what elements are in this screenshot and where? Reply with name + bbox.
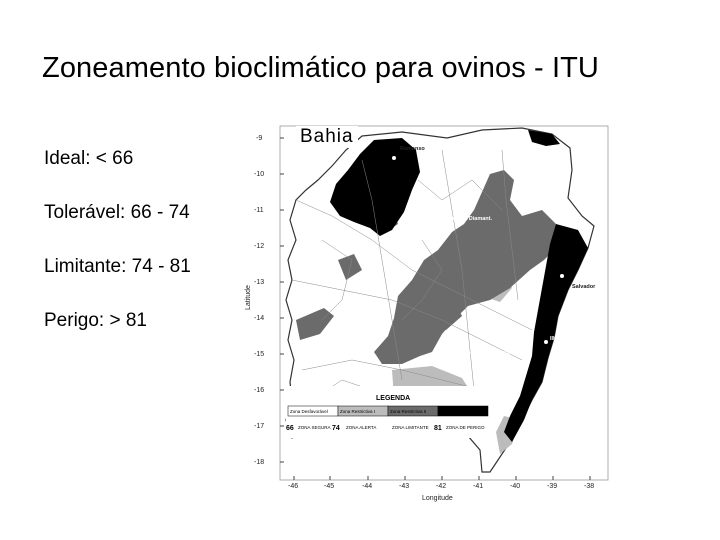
bahia-map	[242, 120, 614, 504]
zone-ideal: Ideal: < 66	[44, 148, 134, 169]
legend-zone-label: Zona Restrictiva II	[390, 409, 427, 414]
lon-tick-label: -39	[547, 483, 558, 490]
lon-tick-label: -42	[436, 483, 447, 490]
lat-tick-label: -9	[256, 135, 263, 142]
city-label: Remanso	[400, 146, 425, 152]
lon-tick-label: -41	[473, 483, 484, 490]
city-label: Chapada Diamant.	[444, 216, 492, 222]
lon-tick-label: -45	[324, 483, 335, 490]
state-label: Bahia	[296, 126, 358, 148]
y-axis-label: Latitude	[245, 285, 252, 310]
legend-zone-label: Zona Restrictiva I	[340, 409, 376, 414]
lat-tick-label: -17	[254, 423, 265, 430]
zone-toleravel: Tolerável: 66 - 74	[44, 202, 190, 223]
lat-tick-label: -15	[254, 351, 265, 358]
lon-tick-label: -44	[362, 483, 373, 490]
legend-title: LEGENDA	[376, 395, 411, 402]
city-label: Ilhéus	[550, 336, 566, 342]
legend-zone-label: Zona Desfavorável IV	[440, 409, 484, 414]
lat-tick-label: -10	[254, 171, 265, 178]
city-label: Vitória da Conquista	[456, 350, 510, 356]
map-legend	[286, 386, 492, 438]
lat-tick-label: -12	[254, 243, 265, 250]
legend-threshold: 81	[434, 425, 442, 432]
lon-tick-label: -43	[399, 483, 410, 490]
map-svg	[242, 120, 614, 504]
legend-caption: ZONA DE PERIGO	[446, 425, 485, 430]
zone-perigo: Perigo: > 81	[44, 310, 147, 331]
legend-threshold: 66	[286, 425, 294, 432]
lon-tick-label: -46	[288, 483, 299, 490]
lon-tick-label: -38	[584, 483, 595, 490]
lat-tick-label: -13	[254, 279, 265, 286]
lat-tick-label: -11	[254, 207, 264, 214]
zone-limitante: Limitante: 74 - 81	[44, 256, 191, 277]
legend-threshold: 74	[332, 425, 340, 432]
legend-caption: ZONA SEGURA	[298, 425, 331, 430]
legend-zone-label: Zona Desfavorável	[290, 409, 328, 414]
page-title: Zoneamento bioclimático para ovinos - ITU	[42, 52, 599, 84]
legend-caption: ZONA ALERTA	[346, 425, 377, 430]
lat-tick-label: -16	[254, 387, 265, 394]
zone-list	[44, 146, 191, 362]
x-axis-label: Longitude	[422, 495, 453, 502]
lat-tick-label: -18	[254, 459, 265, 466]
legend-caption: ZONA LIMITANTE	[392, 425, 429, 430]
lat-tick-label: -14	[254, 315, 265, 322]
city-label: Salvador	[572, 284, 596, 290]
lon-tick-label: -40	[510, 483, 521, 490]
